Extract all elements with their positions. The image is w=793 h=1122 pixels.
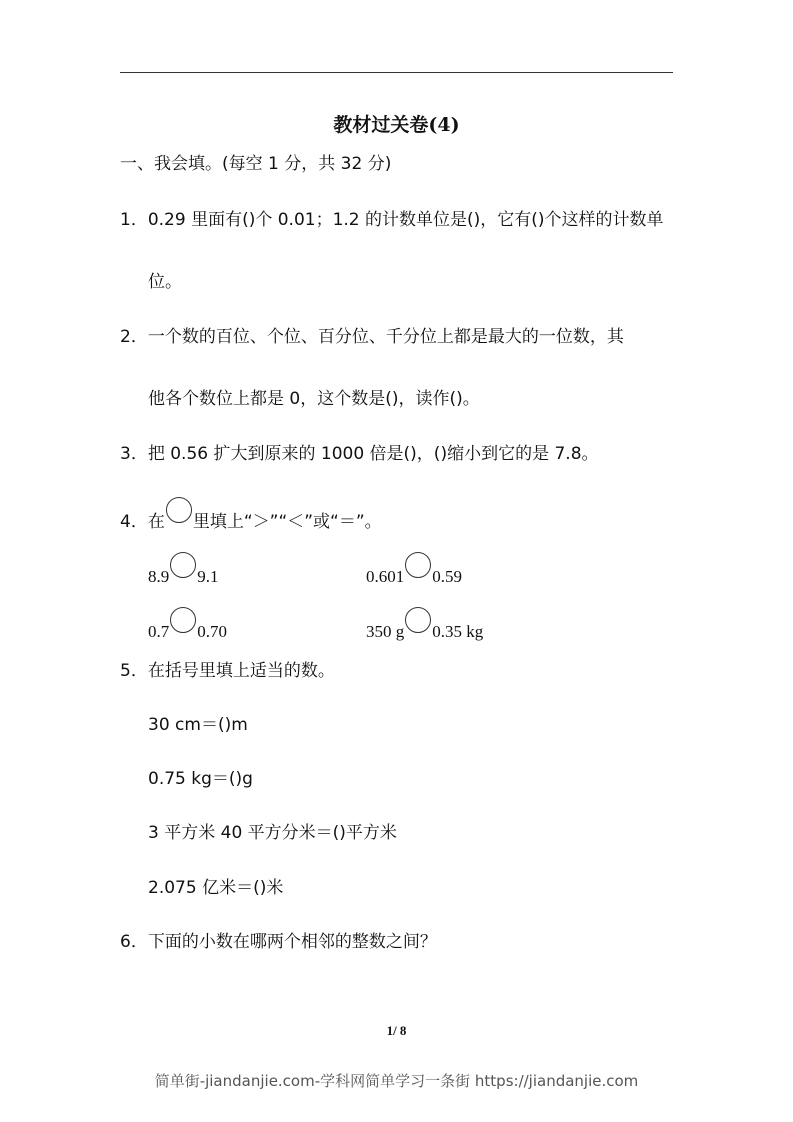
compare-item-4 xyxy=(366,607,483,643)
question-1-line-1: 1．0.29 里面有()个 0.01；1.2 的计数单位是()，它有()个这样的计数单 xyxy=(120,210,664,230)
answer-circle[interactable] xyxy=(166,497,192,523)
question-4-prefix: 4．在 xyxy=(120,512,165,532)
question-2-line-2: 他各个数位上都是 0，这个数是()，读作()。 xyxy=(148,389,480,409)
question-1-line-2: 位。 xyxy=(148,272,182,292)
question-5-item-4: 2.075 亿米＝()米 xyxy=(148,878,284,898)
footer-watermark: 简单街-jiandanjie.com-学科网简单学习一条街 https://jiandanjie.com xyxy=(154,1072,639,1090)
answer-circle[interactable] xyxy=(405,552,431,578)
compare-left: 350 g xyxy=(366,622,405,641)
compare-left: 0.7 xyxy=(148,622,170,641)
compare-left: 8.9 xyxy=(148,567,170,586)
compare-right: 0.59 xyxy=(432,567,462,586)
page-title: 教材过关卷(4) xyxy=(333,114,460,136)
compare-right: 0.35 kg xyxy=(432,622,484,641)
question-5-item-1: 30 cm＝()m xyxy=(148,715,248,735)
compare-right: 0.70 xyxy=(197,622,227,641)
question-5-item-3: 3 平方米 40 平方分米＝()平方米 xyxy=(148,823,397,843)
compare-left: 0.601 xyxy=(366,567,405,586)
answer-circle[interactable] xyxy=(170,552,196,578)
answer-circle[interactable] xyxy=(405,607,431,633)
question-6: 6．下面的小数在哪两个相邻的整数之间？ xyxy=(120,932,437,952)
answer-circle[interactable] xyxy=(170,607,196,633)
page-number: 1/ 8 xyxy=(386,1023,407,1038)
question-4-stem xyxy=(120,497,382,533)
section-heading: 一、我会填。(每空 1 分，共 32 分) xyxy=(120,154,392,174)
question-5-item-2: 0.75 kg＝()g xyxy=(148,769,253,789)
question-2-line-1: 2．一个数的百位、个位、百分位、千分位上都是最大的一位数，其 xyxy=(120,327,624,347)
compare-right: 9.1 xyxy=(197,567,219,586)
header-rule xyxy=(120,72,673,73)
compare-item-1 xyxy=(148,552,219,588)
question-3: 3．把 0.56 扩大到原来的 1000 倍是()，()缩小到它的是 7.8。 xyxy=(120,444,599,464)
question-4-suffix: 里填上“＞”“＜”或“＝”。 xyxy=(192,512,382,532)
compare-item-2 xyxy=(366,552,462,588)
question-5-stem: 5．在括号里填上适当的数。 xyxy=(120,661,335,681)
compare-item-3 xyxy=(148,607,227,643)
